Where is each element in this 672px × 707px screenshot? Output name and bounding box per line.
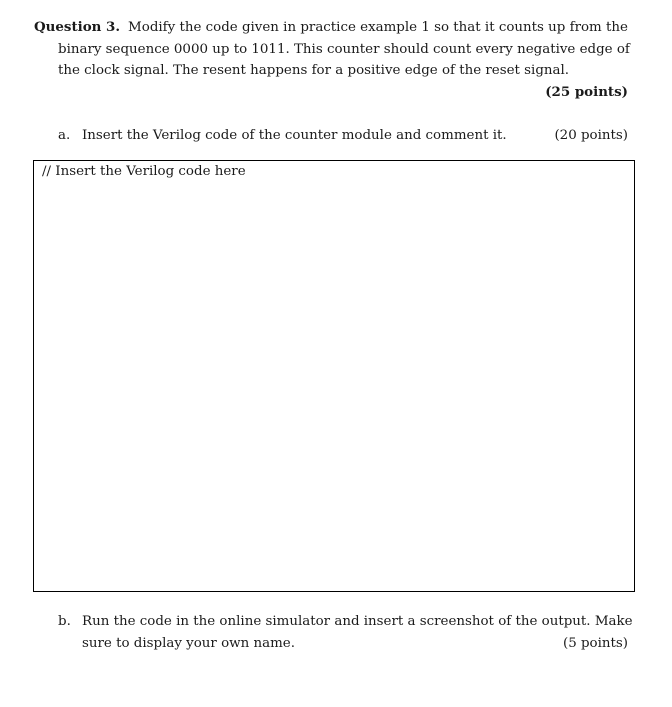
code-answer-box[interactable] — [33, 160, 635, 592]
part-b-instruction-line-1 — [58, 611, 633, 633]
part-b-points: (5 points) — [562, 635, 628, 651]
part-a-points: (20 points) — [554, 128, 628, 143]
question-label: Question 3. — [34, 19, 121, 35]
question-text-1: Modify the code given in practice example 1 so that it counts up from the — [128, 20, 628, 35]
part-b-text-2: sure to display your own name. — [82, 635, 295, 651]
question-points: (25 points) — [545, 83, 628, 100]
part-b-text-1: Run the code in the online simulator and insert a screenshot of the output. Make — [82, 614, 633, 629]
part-b-letter: b. — [58, 614, 71, 629]
question-line-2: binary sequence 0000 up to 1011. This counter should count every negative edge of — [58, 41, 630, 57]
part-b — [58, 611, 633, 654]
part-a-letter: a. — [58, 128, 71, 143]
question-block — [34, 17, 630, 103]
part-a-text: Insert the Verilog code of the counter module and comment it. — [82, 128, 507, 143]
code-placeholder-text: // Insert the Verilog code here — [42, 164, 246, 179]
part-a-instruction — [58, 125, 507, 147]
question-line-1 — [34, 17, 630, 39]
part-a — [58, 125, 628, 147]
question-line-3: the clock signal. The resent happens for a positive edge of the reset signal. — [58, 63, 570, 78]
